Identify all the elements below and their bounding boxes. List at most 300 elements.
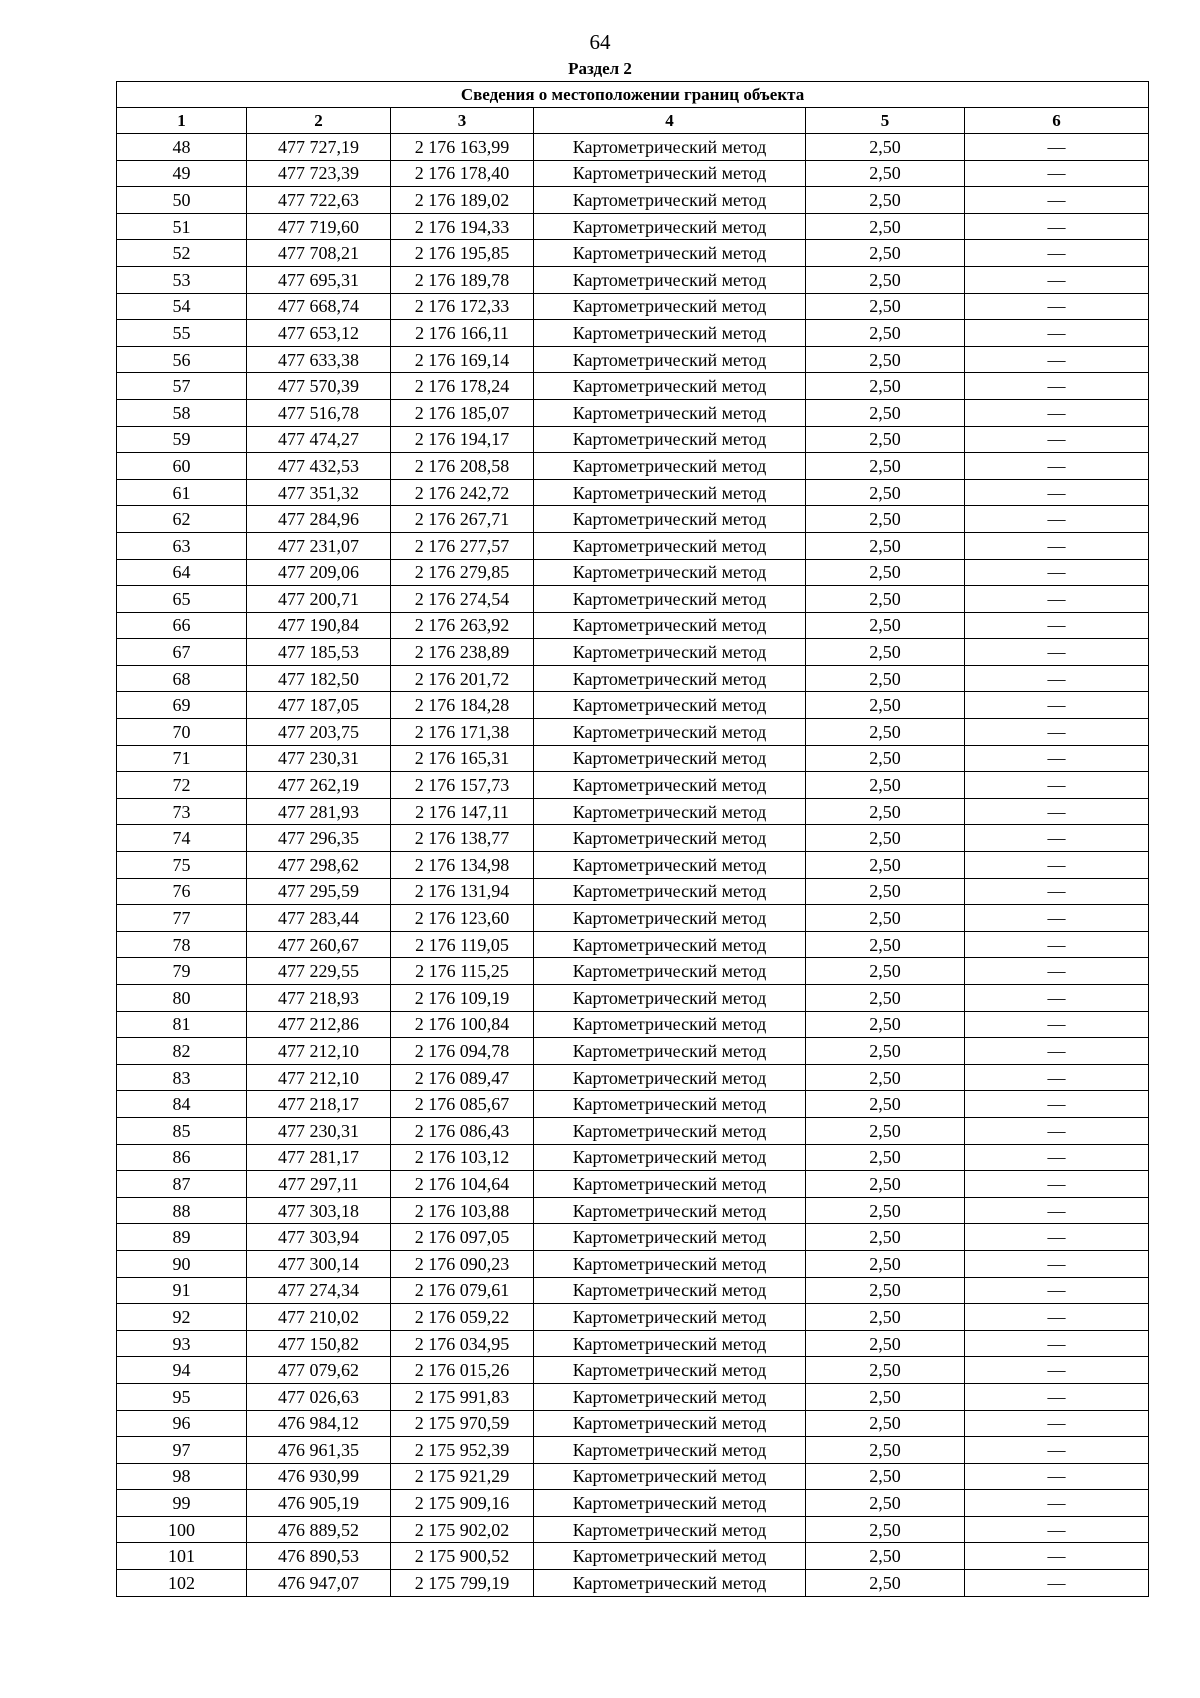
accuracy-cell: 2,50	[806, 1357, 965, 1384]
x-coordinate-cell: 477 432,53	[247, 453, 391, 480]
method-cell: Картометрический метод	[534, 134, 806, 161]
description-cell: —	[965, 1304, 1149, 1331]
accuracy-cell: 2,50	[806, 985, 965, 1012]
table-row	[117, 772, 1149, 799]
table-row	[117, 479, 1149, 506]
y-coordinate-cell: 2 175 900,52	[391, 1543, 534, 1570]
table-row	[117, 1011, 1149, 1038]
x-coordinate-cell: 477 079,62	[247, 1357, 391, 1384]
table-row	[117, 825, 1149, 852]
point-number-cell: 49	[117, 160, 247, 187]
point-number-cell: 65	[117, 586, 247, 613]
y-coordinate-cell: 2 176 238,89	[391, 639, 534, 666]
table-row	[117, 1117, 1149, 1144]
description-cell: —	[965, 1490, 1149, 1517]
y-coordinate-cell: 2 176 172,33	[391, 293, 534, 320]
y-coordinate-cell: 2 176 184,28	[391, 692, 534, 719]
table-row	[117, 985, 1149, 1012]
point-number-cell: 82	[117, 1038, 247, 1065]
method-cell: Картометрический метод	[534, 1197, 806, 1224]
table-row	[117, 1437, 1149, 1464]
point-number-cell: 88	[117, 1197, 247, 1224]
table-row	[117, 958, 1149, 985]
table-row	[117, 878, 1149, 905]
description-cell: —	[965, 639, 1149, 666]
column-number-3: 3	[391, 108, 534, 134]
description-cell: —	[965, 1277, 1149, 1304]
description-cell: —	[965, 798, 1149, 825]
accuracy-cell: 2,50	[806, 453, 965, 480]
accuracy-cell: 2,50	[806, 1330, 965, 1357]
x-coordinate-cell: 477 274,34	[247, 1277, 391, 1304]
method-cell: Картометрический метод	[534, 506, 806, 533]
table-row	[117, 745, 1149, 772]
accuracy-cell: 2,50	[806, 399, 965, 426]
accuracy-cell: 2,50	[806, 719, 965, 746]
x-coordinate-cell: 477 262,19	[247, 772, 391, 799]
table-row	[117, 134, 1149, 161]
table-row	[117, 1463, 1149, 1490]
description-cell: —	[965, 320, 1149, 347]
method-cell: Картометрический метод	[534, 958, 806, 985]
method-cell: Картометрический метод	[534, 1383, 806, 1410]
y-coordinate-cell: 2 176 103,88	[391, 1197, 534, 1224]
point-number-cell: 74	[117, 825, 247, 852]
accuracy-cell: 2,50	[806, 692, 965, 719]
point-number-cell: 69	[117, 692, 247, 719]
x-coordinate-cell: 477 218,93	[247, 985, 391, 1012]
accuracy-cell: 2,50	[806, 266, 965, 293]
point-number-cell: 61	[117, 479, 247, 506]
table-row	[117, 586, 1149, 613]
method-cell: Картометрический метод	[534, 745, 806, 772]
point-number-cell: 58	[117, 399, 247, 426]
x-coordinate-cell: 477 187,05	[247, 692, 391, 719]
description-cell: —	[965, 612, 1149, 639]
table-row	[117, 266, 1149, 293]
column-number-2: 2	[247, 108, 391, 134]
table-row	[117, 187, 1149, 214]
x-coordinate-cell: 477 295,59	[247, 878, 391, 905]
x-coordinate-cell: 477 200,71	[247, 586, 391, 613]
table-row	[117, 1490, 1149, 1517]
x-coordinate-cell: 477 209,06	[247, 559, 391, 586]
method-cell: Картометрический метод	[534, 559, 806, 586]
accuracy-cell: 2,50	[806, 1117, 965, 1144]
y-coordinate-cell: 2 175 909,16	[391, 1490, 534, 1517]
table-row	[117, 612, 1149, 639]
accuracy-cell: 2,50	[806, 1570, 965, 1597]
table-row	[117, 852, 1149, 879]
point-number-cell: 73	[117, 798, 247, 825]
accuracy-cell: 2,50	[806, 905, 965, 932]
x-coordinate-cell: 477 516,78	[247, 399, 391, 426]
method-cell: Картометрический метод	[534, 1304, 806, 1331]
description-cell: —	[965, 453, 1149, 480]
point-number-cell: 55	[117, 320, 247, 347]
accuracy-cell: 2,50	[806, 1011, 965, 1038]
method-cell: Картометрический метод	[534, 1091, 806, 1118]
y-coordinate-cell: 2 176 189,78	[391, 266, 534, 293]
method-cell: Картометрический метод	[534, 1038, 806, 1065]
x-coordinate-cell: 477 150,82	[247, 1330, 391, 1357]
y-coordinate-cell: 2 176 134,98	[391, 852, 534, 879]
point-number-cell: 99	[117, 1490, 247, 1517]
x-coordinate-cell: 477 633,38	[247, 346, 391, 373]
accuracy-cell: 2,50	[806, 1516, 965, 1543]
point-number-cell: 70	[117, 719, 247, 746]
accuracy-cell: 2,50	[806, 1410, 965, 1437]
description-cell: —	[965, 852, 1149, 879]
point-number-cell: 87	[117, 1171, 247, 1198]
method-cell: Картометрический метод	[534, 931, 806, 958]
method-cell: Картометрический метод	[534, 1277, 806, 1304]
description-cell: —	[965, 825, 1149, 852]
y-coordinate-cell: 2 176 169,14	[391, 346, 534, 373]
table-row	[117, 1516, 1149, 1543]
x-coordinate-cell: 476 947,07	[247, 1570, 391, 1597]
point-number-cell: 81	[117, 1011, 247, 1038]
accuracy-cell: 2,50	[806, 240, 965, 267]
description-cell: —	[965, 1357, 1149, 1384]
x-coordinate-cell: 477 185,53	[247, 639, 391, 666]
point-number-cell: 101	[117, 1543, 247, 1570]
table-row	[117, 1304, 1149, 1331]
method-cell: Картометрический метод	[534, 453, 806, 480]
y-coordinate-cell: 2 176 090,23	[391, 1250, 534, 1277]
accuracy-cell: 2,50	[806, 1091, 965, 1118]
description-cell: —	[965, 240, 1149, 267]
description-cell: —	[965, 1038, 1149, 1065]
method-cell: Картометрический метод	[534, 905, 806, 932]
column-number-1: 1	[117, 108, 247, 134]
description-cell: —	[965, 1437, 1149, 1464]
method-cell: Картометрический метод	[534, 639, 806, 666]
accuracy-cell: 2,50	[806, 1197, 965, 1224]
point-number-cell: 63	[117, 532, 247, 559]
point-number-cell: 86	[117, 1144, 247, 1171]
accuracy-cell: 2,50	[806, 1171, 965, 1198]
method-cell: Картометрический метод	[534, 213, 806, 240]
x-coordinate-cell: 477 260,67	[247, 931, 391, 958]
table-row	[117, 639, 1149, 666]
accuracy-cell: 2,50	[806, 639, 965, 666]
table-row	[117, 373, 1149, 400]
point-number-cell: 80	[117, 985, 247, 1012]
point-number-cell: 98	[117, 1463, 247, 1490]
x-coordinate-cell: 476 889,52	[247, 1516, 391, 1543]
accuracy-cell: 2,50	[806, 506, 965, 533]
x-coordinate-cell: 477 653,12	[247, 320, 391, 347]
y-coordinate-cell: 2 176 085,67	[391, 1091, 534, 1118]
y-coordinate-cell: 2 176 267,71	[391, 506, 534, 533]
section-title: Раздел 2	[568, 59, 632, 78]
description-cell: —	[965, 692, 1149, 719]
method-cell: Картометрический метод	[534, 1437, 806, 1464]
description-cell: —	[965, 1410, 1149, 1437]
method-cell: Картометрический метод	[534, 373, 806, 400]
accuracy-cell: 2,50	[806, 1277, 965, 1304]
x-coordinate-cell: 477 723,39	[247, 160, 391, 187]
description-cell: —	[965, 399, 1149, 426]
table-caption-row	[117, 82, 1149, 108]
y-coordinate-cell: 2 176 100,84	[391, 1011, 534, 1038]
y-coordinate-cell: 2 176 104,64	[391, 1171, 534, 1198]
method-cell: Картометрический метод	[534, 612, 806, 639]
method-cell: Картометрический метод	[534, 1011, 806, 1038]
point-number-cell: 53	[117, 266, 247, 293]
table-row	[117, 905, 1149, 932]
description-cell: —	[965, 1171, 1149, 1198]
y-coordinate-cell: 2 175 952,39	[391, 1437, 534, 1464]
method-cell: Картометрический метод	[534, 266, 806, 293]
y-coordinate-cell: 2 176 119,05	[391, 931, 534, 958]
y-coordinate-cell: 2 176 201,72	[391, 665, 534, 692]
method-cell: Картометрический метод	[534, 665, 806, 692]
x-coordinate-cell: 477 210,02	[247, 1304, 391, 1331]
table-row	[117, 1543, 1149, 1570]
x-coordinate-cell: 476 984,12	[247, 1410, 391, 1437]
table-row	[117, 1144, 1149, 1171]
y-coordinate-cell: 2 176 157,73	[391, 772, 534, 799]
x-coordinate-cell: 476 890,53	[247, 1543, 391, 1570]
description-cell: —	[965, 134, 1149, 161]
table-body	[117, 134, 1149, 1597]
table-row	[117, 1091, 1149, 1118]
y-coordinate-cell: 2 176 059,22	[391, 1304, 534, 1331]
method-cell: Картометрический метод	[534, 1570, 806, 1597]
x-coordinate-cell: 477 230,31	[247, 745, 391, 772]
description-cell: —	[965, 426, 1149, 453]
x-coordinate-cell: 477 727,19	[247, 134, 391, 161]
accuracy-cell: 2,50	[806, 1437, 965, 1464]
description-cell: —	[965, 745, 1149, 772]
point-number-cell: 57	[117, 373, 247, 400]
accuracy-cell: 2,50	[806, 426, 965, 453]
method-cell: Картометрический метод	[534, 1064, 806, 1091]
point-number-cell: 84	[117, 1091, 247, 1118]
y-coordinate-cell: 2 175 799,19	[391, 1570, 534, 1597]
table-row	[117, 1038, 1149, 1065]
x-coordinate-cell: 477 212,86	[247, 1011, 391, 1038]
description-cell: —	[965, 1011, 1149, 1038]
x-coordinate-cell: 477 203,75	[247, 719, 391, 746]
description-cell: —	[965, 160, 1149, 187]
method-cell: Картометрический метод	[534, 532, 806, 559]
method-cell: Картометрический метод	[534, 985, 806, 1012]
x-coordinate-cell: 477 351,32	[247, 479, 391, 506]
accuracy-cell: 2,50	[806, 559, 965, 586]
accuracy-cell: 2,50	[806, 346, 965, 373]
y-coordinate-cell: 2 176 147,11	[391, 798, 534, 825]
column-number-row	[117, 108, 1149, 134]
x-coordinate-cell: 477 570,39	[247, 373, 391, 400]
x-coordinate-cell: 477 695,31	[247, 266, 391, 293]
accuracy-cell: 2,50	[806, 160, 965, 187]
description-cell: —	[965, 1197, 1149, 1224]
x-coordinate-cell: 477 026,63	[247, 1383, 391, 1410]
description-cell: —	[965, 293, 1149, 320]
method-cell: Картометрический метод	[534, 1330, 806, 1357]
y-coordinate-cell: 2 176 015,26	[391, 1357, 534, 1384]
y-coordinate-cell: 2 176 194,17	[391, 426, 534, 453]
x-coordinate-cell: 477 722,63	[247, 187, 391, 214]
table-row	[117, 798, 1149, 825]
point-number-cell: 85	[117, 1117, 247, 1144]
y-coordinate-cell: 2 175 970,59	[391, 1410, 534, 1437]
accuracy-cell: 2,50	[806, 1543, 965, 1570]
x-coordinate-cell: 477 281,17	[247, 1144, 391, 1171]
description-cell: —	[965, 1144, 1149, 1171]
y-coordinate-cell: 2 175 921,29	[391, 1463, 534, 1490]
accuracy-cell: 2,50	[806, 373, 965, 400]
method-cell: Картометрический метод	[534, 426, 806, 453]
point-number-cell: 59	[117, 426, 247, 453]
y-coordinate-cell: 2 176 079,61	[391, 1277, 534, 1304]
point-number-cell: 50	[117, 187, 247, 214]
table-row	[117, 1250, 1149, 1277]
method-cell: Картометрический метод	[534, 798, 806, 825]
x-coordinate-cell: 477 708,21	[247, 240, 391, 267]
point-number-cell: 54	[117, 293, 247, 320]
x-coordinate-cell: 477 297,11	[247, 1171, 391, 1198]
description-cell: —	[965, 958, 1149, 985]
method-cell: Картометрический метод	[534, 1144, 806, 1171]
table-row	[117, 240, 1149, 267]
x-coordinate-cell: 477 296,35	[247, 825, 391, 852]
description-cell: —	[965, 1543, 1149, 1570]
table-row	[117, 1197, 1149, 1224]
description-cell: —	[965, 586, 1149, 613]
y-coordinate-cell: 2 176 194,33	[391, 213, 534, 240]
y-coordinate-cell: 2 176 171,38	[391, 719, 534, 746]
description-cell: —	[965, 1516, 1149, 1543]
point-number-cell: 79	[117, 958, 247, 985]
description-cell: —	[965, 931, 1149, 958]
description-cell: —	[965, 1330, 1149, 1357]
description-cell: —	[965, 878, 1149, 905]
y-coordinate-cell: 2 176 109,19	[391, 985, 534, 1012]
x-coordinate-cell: 477 303,94	[247, 1224, 391, 1251]
page-number: 64	[589, 30, 611, 54]
accuracy-cell: 2,50	[806, 745, 965, 772]
method-cell: Картометрический метод	[534, 1224, 806, 1251]
table-row	[117, 1064, 1149, 1091]
x-coordinate-cell: 477 190,84	[247, 612, 391, 639]
method-cell: Картометрический метод	[534, 719, 806, 746]
accuracy-cell: 2,50	[806, 1224, 965, 1251]
x-coordinate-cell: 477 218,17	[247, 1091, 391, 1118]
x-coordinate-cell: 477 231,07	[247, 532, 391, 559]
description-cell: —	[965, 1091, 1149, 1118]
point-number-cell: 77	[117, 905, 247, 932]
point-number-cell: 95	[117, 1383, 247, 1410]
y-coordinate-cell: 2 176 138,77	[391, 825, 534, 852]
accuracy-cell: 2,50	[806, 532, 965, 559]
point-number-cell: 91	[117, 1277, 247, 1304]
y-coordinate-cell: 2 176 185,07	[391, 399, 534, 426]
table-row	[117, 719, 1149, 746]
x-coordinate-cell: 477 212,10	[247, 1038, 391, 1065]
point-number-cell: 92	[117, 1304, 247, 1331]
column-number-5: 5	[806, 108, 965, 134]
table-row	[117, 453, 1149, 480]
description-cell: —	[965, 1570, 1149, 1597]
method-cell: Картометрический метод	[534, 1490, 806, 1517]
method-cell: Картометрический метод	[534, 1516, 806, 1543]
point-number-cell: 93	[117, 1330, 247, 1357]
accuracy-cell: 2,50	[806, 1064, 965, 1091]
table-row	[117, 213, 1149, 240]
method-cell: Картометрический метод	[534, 586, 806, 613]
point-number-cell: 60	[117, 453, 247, 480]
point-number-cell: 56	[117, 346, 247, 373]
table-row	[117, 665, 1149, 692]
accuracy-cell: 2,50	[806, 1463, 965, 1490]
accuracy-cell: 2,50	[806, 665, 965, 692]
accuracy-cell: 2,50	[806, 825, 965, 852]
table-row	[117, 1357, 1149, 1384]
x-coordinate-cell: 477 182,50	[247, 665, 391, 692]
point-number-cell: 96	[117, 1410, 247, 1437]
accuracy-cell: 2,50	[806, 1250, 965, 1277]
description-cell: —	[965, 532, 1149, 559]
description-cell: —	[965, 1224, 1149, 1251]
table-row	[117, 532, 1149, 559]
description-cell: —	[965, 187, 1149, 214]
y-coordinate-cell: 2 175 991,83	[391, 1383, 534, 1410]
x-coordinate-cell: 477 719,60	[247, 213, 391, 240]
description-cell: —	[965, 1383, 1149, 1410]
table-row	[117, 399, 1149, 426]
y-coordinate-cell: 2 175 902,02	[391, 1516, 534, 1543]
point-number-cell: 100	[117, 1516, 247, 1543]
table-caption: Сведения о местоположении границ объекта	[117, 82, 1149, 108]
y-coordinate-cell: 2 176 165,31	[391, 745, 534, 772]
method-cell: Картометрический метод	[534, 399, 806, 426]
method-cell: Картометрический метод	[534, 1410, 806, 1437]
accuracy-cell: 2,50	[806, 1490, 965, 1517]
y-coordinate-cell: 2 176 086,43	[391, 1117, 534, 1144]
description-cell: —	[965, 1117, 1149, 1144]
method-cell: Картометрический метод	[534, 240, 806, 267]
y-coordinate-cell: 2 176 115,25	[391, 958, 534, 985]
table-row	[117, 1171, 1149, 1198]
point-number-cell: 51	[117, 213, 247, 240]
point-number-cell: 68	[117, 665, 247, 692]
table-row	[117, 506, 1149, 533]
method-cell: Картометрический метод	[534, 1171, 806, 1198]
method-cell: Картометрический метод	[534, 825, 806, 852]
method-cell: Картометрический метод	[534, 1117, 806, 1144]
method-cell: Картометрический метод	[534, 852, 806, 879]
boundary-coordinates-table	[116, 81, 1149, 1597]
point-number-cell: 75	[117, 852, 247, 879]
accuracy-cell: 2,50	[806, 931, 965, 958]
table-row	[117, 1224, 1149, 1251]
table-row	[117, 692, 1149, 719]
y-coordinate-cell: 2 176 123,60	[391, 905, 534, 932]
y-coordinate-cell: 2 176 034,95	[391, 1330, 534, 1357]
table-row	[117, 160, 1149, 187]
table-row	[117, 1277, 1149, 1304]
table-row	[117, 1383, 1149, 1410]
method-cell: Картометрический метод	[534, 772, 806, 799]
point-number-cell: 78	[117, 931, 247, 958]
point-number-cell: 71	[117, 745, 247, 772]
table-head	[117, 82, 1149, 134]
method-cell: Картометрический метод	[534, 346, 806, 373]
